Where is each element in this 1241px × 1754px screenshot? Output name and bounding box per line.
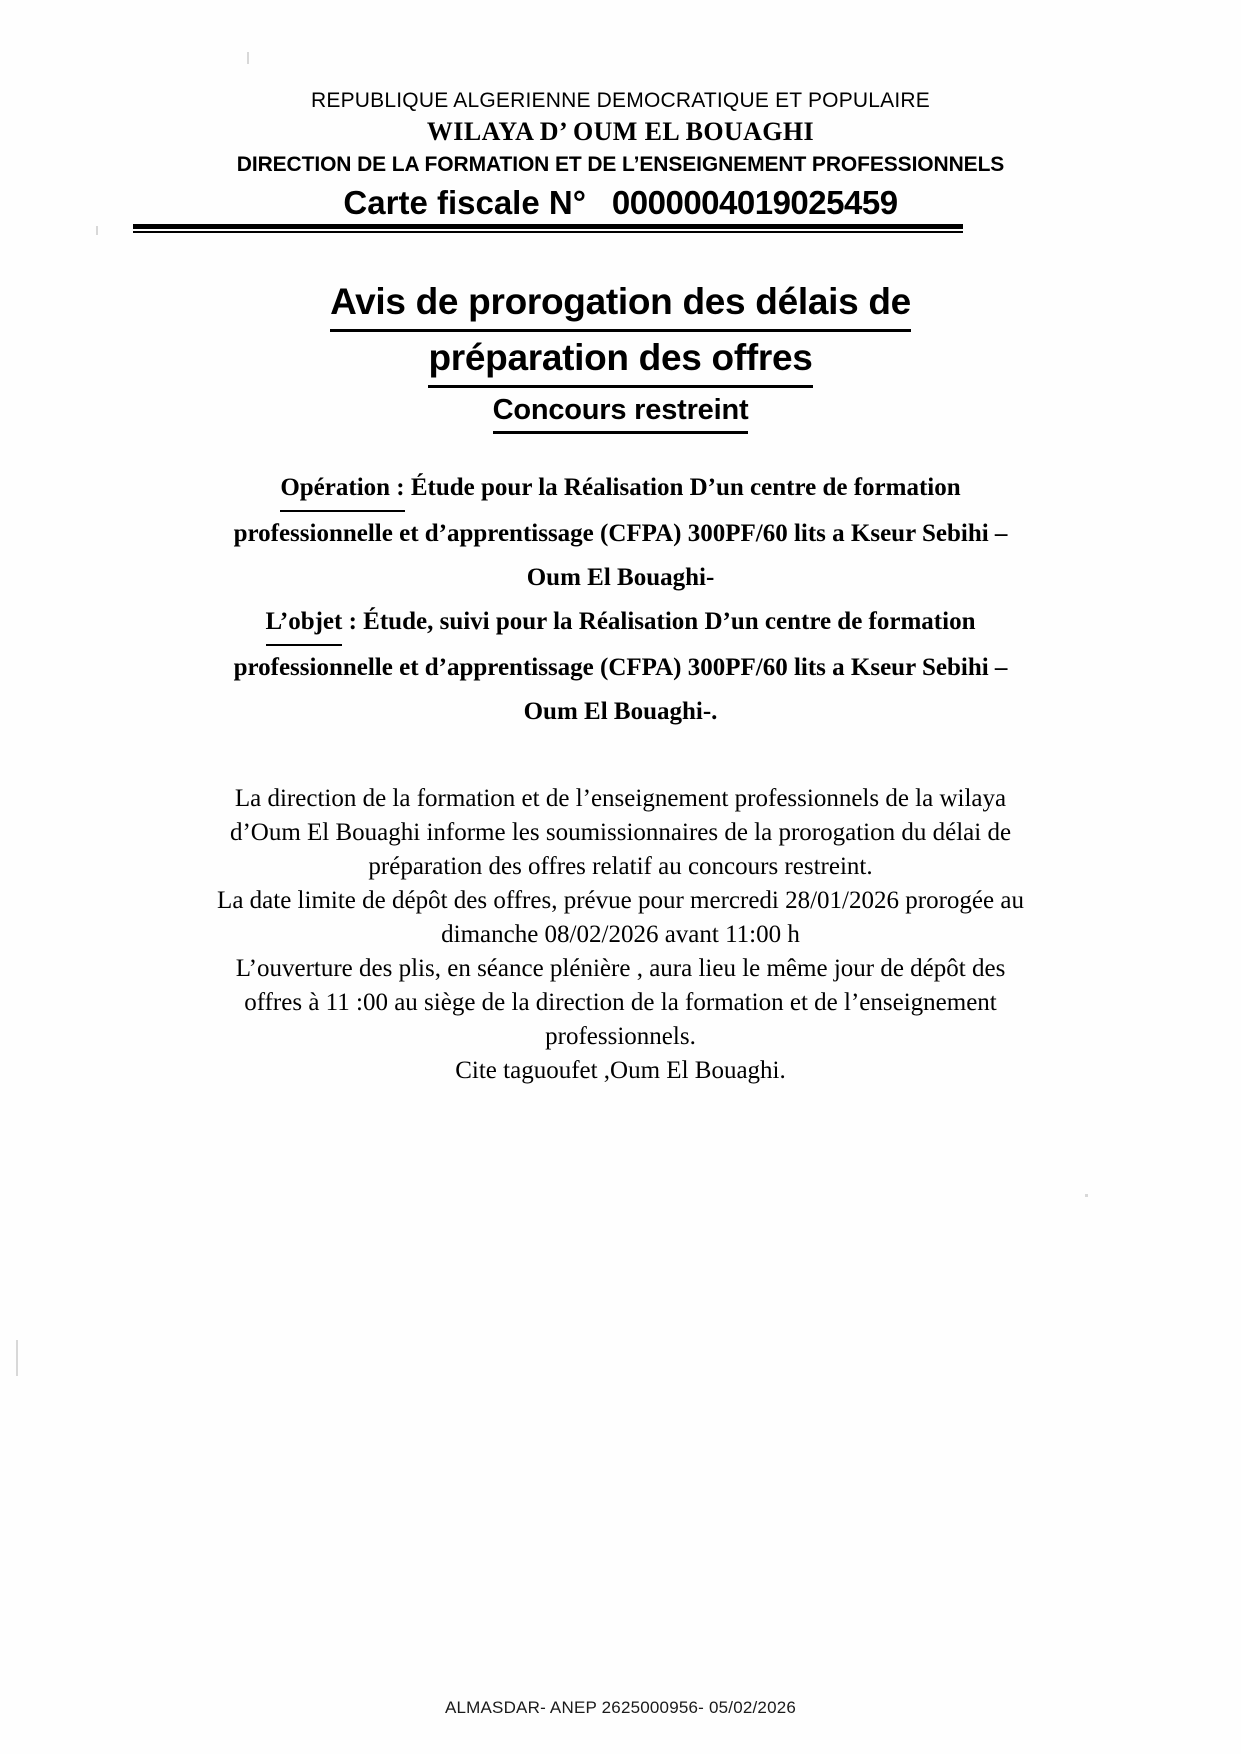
body-line-4-deadline: La date limite de dépôt des offres, prévue pour mercredi 28/01/2026 prorogée au	[217, 887, 1024, 914]
notice-subtitle-text: Concours restreint	[493, 390, 749, 434]
body-line-7-venue: offres à 11 :00 au siège de la direction de la formation et de l’enseignement	[244, 989, 997, 1016]
notice-title-line-2	[0, 332, 1241, 388]
objet-line-3: Oum El Bouaghi-.	[523, 698, 718, 725]
letterhead	[0, 88, 1241, 223]
operation-line-1	[0, 466, 1241, 512]
operation-and-object-block	[0, 466, 1241, 734]
republic-line: REPUBLIQUE ALGERIENNE DEMOCRATIQUE ET POPULAIRE	[311, 89, 930, 112]
notice-title-line-1-text: Avis de prorogation des délais de	[330, 276, 911, 332]
body-line-9-address: Cite taguoufet ,Oum El Bouaghi.	[455, 1057, 786, 1084]
notice-title-block	[0, 276, 1241, 434]
objet-label: L’objet	[266, 600, 343, 646]
body-line-6-opening: L’ouverture des plis, en séance plénière , aura lieu le même jour de dépôt des	[235, 955, 1006, 982]
header-divider	[133, 224, 963, 233]
anep-footer: ALMASDAR- ANEP 2625000956- 05/02/2026	[444, 1698, 797, 1717]
objet-line-2: professionnelle et d’apprentissage (CFPA) 300PF/60 lits a Kseur Sebihi –	[233, 654, 1008, 681]
body-line-8: professionnels.	[545, 1023, 696, 1050]
notice-body	[0, 782, 1241, 1088]
objet-line-1	[0, 600, 1241, 646]
scan-artifact	[16, 1340, 18, 1376]
scan-artifact	[1085, 1194, 1088, 1197]
body-line-2: d’Oum El Bouaghi informe les soumissionnaires de la prorogation du délai de	[229, 819, 1012, 846]
direction-line: DIRECTION DE LA FORMATION ET DE L’ENSEIGNEMENT PROFESSIONNELS	[236, 153, 1005, 176]
notice-title-line-1	[0, 276, 1241, 332]
fiscal-card-line	[0, 183, 1241, 223]
operation-line-2: professionnelle et d’apprentissage (CFPA) 300PF/60 lits a Kseur Sebihi –	[233, 520, 1008, 547]
body-line-3: préparation des offres relatif au concours restreint.	[368, 853, 873, 880]
body-line-1: La direction de la formation et de l’enseignement professionnels de la wilaya	[234, 785, 1007, 812]
divider-thick-rule	[133, 224, 963, 229]
operation-label: Opération :	[280, 466, 404, 512]
notice-subtitle	[0, 390, 1241, 434]
scan-artifact	[247, 52, 249, 64]
body-line-5-new-deadline: dimanche 08/02/2026 avant 11:00 h	[441, 921, 800, 948]
notice-title-line-2-text: préparation des offres	[428, 332, 812, 388]
objet-line-1-rest: : Étude, suivi pour la Réalisation D’un centre de formation	[342, 608, 976, 635]
operation-line-1-rest: Étude pour la Réalisation D’un centre de formation	[404, 474, 961, 501]
wilaya-line: WILAYA D’ OUM EL BOUAGHI	[426, 117, 815, 146]
fiscal-card-label: Carte fiscale N°	[343, 184, 586, 221]
fiscal-card-number: 0000004019025459	[611, 184, 898, 221]
divider-thin-rule	[133, 231, 963, 233]
operation-line-3: Oum El Bouaghi-	[526, 564, 715, 591]
scan-artifact	[96, 226, 98, 235]
